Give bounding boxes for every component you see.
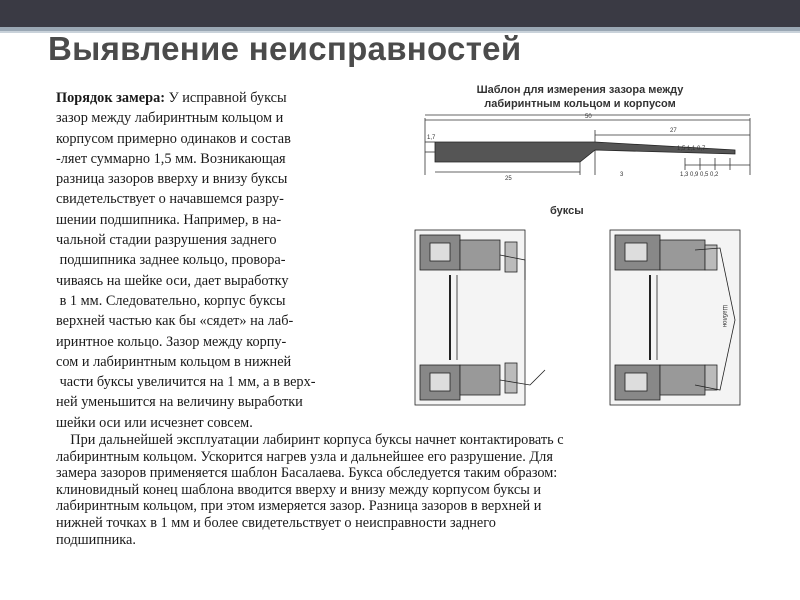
text-line: части буксы увеличится на 1 мм, а в верх-: [56, 374, 316, 391]
dim-3: 3: [620, 172, 624, 178]
text-line: клиновидный конец шаблона вводится вверху и внизу между корпусом буксы и: [56, 481, 542, 498]
text-line: верхней частью как бы «сядет» на лаб-: [56, 313, 294, 330]
dim-marks-top: 1,5 1,1 0,7: [677, 146, 706, 152]
dim-marks-bottom: 1,3 0,9 0,5 0,2: [680, 172, 719, 178]
text-line: [56, 88, 411, 108]
text-line: зазор между лабиринтным кольцом и: [56, 110, 284, 127]
lead-label: Порядок замера:: [56, 90, 165, 106]
text-line: иринтное кольцо. Зазор между корпу-: [56, 333, 287, 350]
text-line: в 1 мм. Следовательно, корпус буксы: [56, 292, 286, 309]
dim-27: 27: [670, 128, 677, 134]
text-line: лабиринтным кольцом. Ускорится нагрев узла и дальнейшее его разрушение. Для: [56, 448, 553, 465]
text-line: подшипника.: [56, 531, 136, 548]
text-line: -ляет суммарно 1,5 мм. Возникающая: [56, 150, 286, 167]
text-line: чальной стадии разрушения заднего: [56, 232, 277, 249]
template-figure: [405, 80, 755, 420]
text-line: замера зазоров применяется шаблон Басалаева. Букса обследуется таким образом:: [56, 465, 558, 482]
left-text-block: [56, 88, 411, 433]
text-line: ней уменьшится на величину выработки: [56, 394, 303, 411]
text-line: При дальнейшей эксплуатации лабиринт корпуса буксы начнет контактировать с: [56, 432, 564, 448]
dim-50: 50: [585, 114, 592, 120]
text-line: сом и лабиринтным кольцом в нижней: [56, 353, 292, 370]
top-bar: [0, 0, 800, 27]
figure-caption-line1: Шаблон для измерения зазора между: [476, 84, 684, 96]
text-line: шении подшипника. Например, в на-: [56, 211, 282, 228]
bottom-text-block: [56, 432, 756, 548]
slide-title: Выявление неисправностей: [48, 30, 522, 67]
text-line: подшипника заднее кольцо, провора-: [56, 252, 286, 269]
text-line: корпусом примерно одинаков и состав: [56, 130, 291, 147]
text-line: свидетельствует о начавшемся разру-: [56, 191, 284, 208]
text-line: лабиринтным кольцом, при этом измеряется зазор. Разница зазоров в верхней и: [56, 498, 542, 515]
text-line: нижней точках в 1 мм и более свидетельствует о неисправности заднего: [56, 514, 496, 531]
lead-rest: У исправной буксы: [165, 90, 287, 106]
dim-25: 25: [505, 176, 512, 182]
text-line: разница зазоров вверху и внизу буксы: [56, 171, 288, 188]
dim-1-7: 1,7: [427, 135, 436, 141]
axlebox-right: [610, 230, 740, 405]
figure-caption-line2: лабиринтным кольцом и корпусом: [484, 98, 676, 110]
template-drawing: [405, 80, 755, 420]
figure-subcaption: буксы: [550, 205, 584, 217]
text-line: шейки оси или исчезнет совсем.: [56, 414, 253, 431]
text-line: чиваясь на шейке оси, дает выработку: [56, 272, 289, 289]
template-label: Шаблон: [721, 305, 727, 328]
